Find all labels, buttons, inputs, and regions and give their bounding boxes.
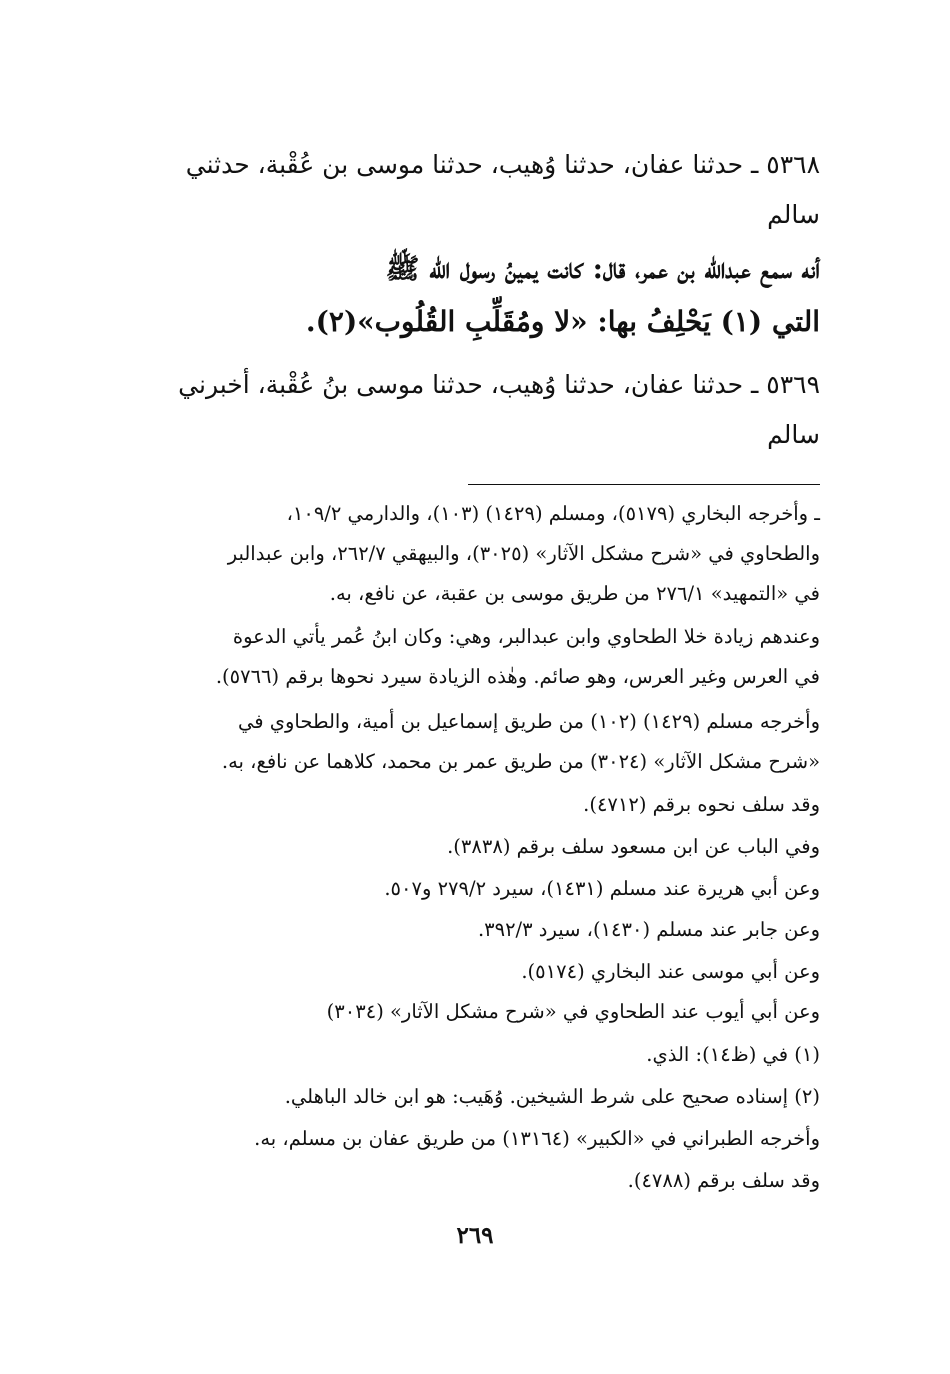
footnote-2-line-2: وأخرجه الطبراني في «الكبير» (١٣١٦٤) من طريق عفان بن مسلم، به.: [254, 1127, 820, 1150]
page-number: ٢٦٩: [456, 1222, 494, 1249]
footnote-1: (١) في (ظ١٤): الذي.: [646, 1043, 820, 1066]
footnote-carryover-line-2: والطحاوي في «شرح مشكل الآثار» (٣٠٢٥)، والبيهقي ٢٦٢/٧، وابن عبدالبر: [227, 542, 820, 565]
footnote-carryover-line-12: وعن أبي موسى عند البخاري (٥١٧٤).: [521, 960, 820, 983]
footnote-carryover-line-13: وعن أبي أيوب عند الطحاوي في «شرح مشكل الآثار» (٣٠٣٤): [326, 1000, 820, 1023]
footnote-carryover-line-10: وعن أبي هريرة عند مسلم (١٤٣١)، سيرد ٢٧٩/٢ و٥٠٧.: [384, 877, 820, 900]
footnote-carryover-line-7: «شرح مشكل الآثار» (٣٠٢٤) من طريق عمر بن محمد، كلاهما عن نافع، به.: [221, 750, 820, 773]
footnote-2-line-1: (٢) إسناده صحيح على شرط الشيخين. وُهَيب: هو ابن خالد الباهلي.: [284, 1085, 820, 1108]
matn-line-2: التي (١) يَحْلِفُ بها: «لا ومُقَلِّبِ القُلُوب»(٢).: [305, 305, 820, 338]
hadith-5368-line-2: سالم: [767, 200, 820, 229]
matn-line-1: أنه سمع عبدالله بن عمر، قال: كانت يمينُ رسول الله ﷺ: [385, 252, 820, 285]
hadith-5369-line-1: ٥٣٦٩ ـ حدثنا عفان، حدثنا وُهيب، حدثنا موسى بنُ عُقْبة، أخبرني: [178, 370, 820, 399]
footnote-carryover-line-6: وأخرجه مسلم (١٤٢٩) (١٠٢) من طريق إسماعيل بن أمية، والطحاوي في: [237, 710, 820, 733]
footnote-carryover-line-9: وفي الباب عن ابن مسعود سلف برقم (٣٨٣٨).: [447, 835, 820, 858]
footnote-carryover-line-11: وعن جابر عند مسلم (١٤٣٠)، سيرد ٣٩٢/٣.: [477, 918, 820, 941]
footnote-separator: [468, 484, 820, 485]
footnote-carryover-line-4: وعندهم زيادة خلا الطحاوي وابن عبدالبر، وهي: وكان ابنُ عُمر يأتي الدعوة: [232, 625, 820, 648]
hadith-5368-line-1: ٥٣٦٨ ـ حدثنا عفان، حدثنا وُهيب، حدثنا موسى بن عُقْبة، حدثني: [185, 150, 820, 179]
footnote-carryover-line-8: وقد سلف نحوه برقم (٤٧١٢).: [583, 793, 820, 816]
hadith-5369-line-2: سالم: [767, 420, 820, 449]
footnote-carryover-line-1: ـ وأخرجه البخاري (٥١٧٩)، ومسلم (١٤٢٩) (١٠٣)، والدارمي ١٠٩/٢،: [286, 502, 820, 525]
footnote-carryover-line-5: في العرس وغير العرس، وهو صائم. وهٰذه الزيادة سيرد نحوها برقم (٥٧٦٦).: [215, 665, 820, 688]
footnote-2-line-3: وقد سلف برقم (٤٧٨٨).: [627, 1169, 820, 1192]
footnote-carryover-line-3: في «التمهيد» ٢٧٦/١ من طريق موسى بن عقبة، عن نافع، به.: [329, 582, 820, 605]
